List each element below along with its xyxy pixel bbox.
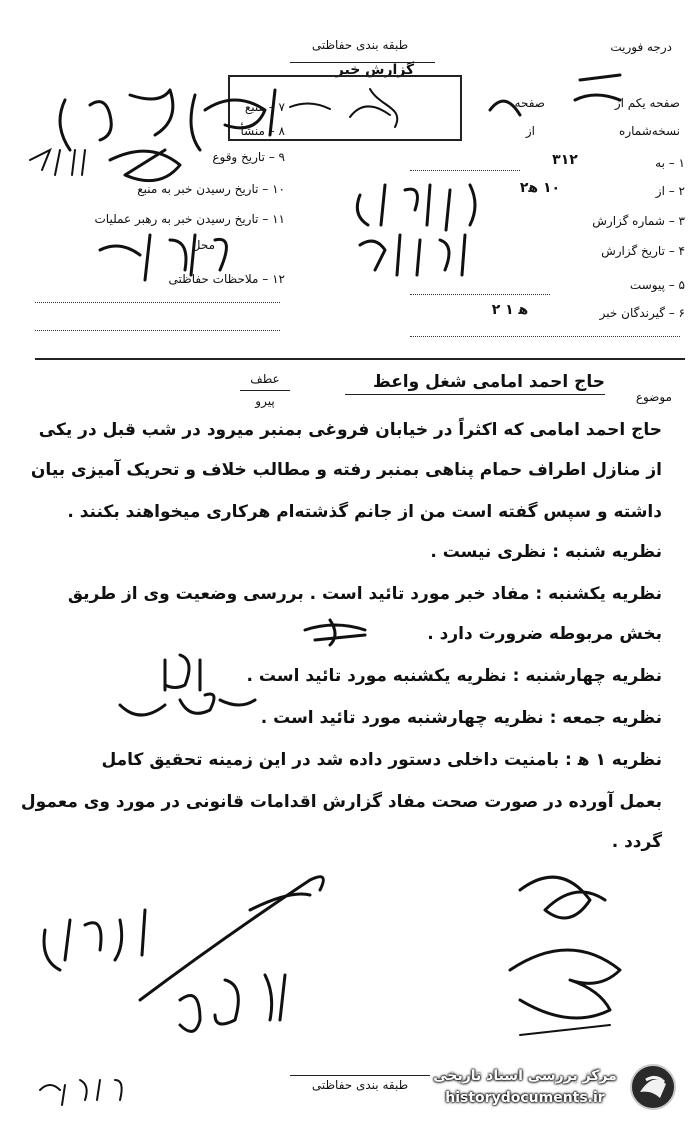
body-line: بعمل آورده در صورت صحت مفاد گزارش اقدامات قانونی در مورد وی معمول	[20, 792, 662, 812]
archive-logo-icon	[628, 1062, 678, 1112]
field-date-to-leader: ۱۱ – تاریخ رسیدن خبر به رهبر عملیات	[94, 212, 285, 226]
body-line: نظریه ۱ ه‍ : بامنیت داخلی دستور داده شد در این زمینه تحقیق کامل	[101, 750, 662, 770]
field-recipients-value: ه‍ ۱ ۲	[491, 302, 529, 318]
page-line: صفحه یکم از	[614, 96, 680, 110]
field-report-number: ۳ – شماره گزارش	[592, 214, 685, 228]
subject-label: موضوع	[635, 390, 672, 404]
body-line: حاج احمد امامی که اکثراً در خیابان فروغی بمنبر میرود در شب قبل در یکی	[38, 420, 662, 440]
field-attachment: ۵ – پیوست	[629, 278, 685, 292]
body-line: گردد .	[611, 832, 662, 852]
field-to-value: ۳۱۲	[552, 152, 578, 168]
bottom-classification: طبقه بندی حفاظتی	[311, 1078, 409, 1092]
field-date-to-source: ۱۰ – تاریخ رسیدن خبر به منبع	[137, 182, 285, 196]
field-occurrence-date: ۹ – تاریخ وقوع	[212, 150, 285, 164]
body-line: نظریه شنبه : نظری نیست .	[430, 542, 662, 562]
body-line: از منازل اطراف حمام پناهی بمنبر رفته و مطالب خلاف و تحریک آمیزی بیان	[30, 460, 662, 480]
field-to: ۱ – به	[655, 156, 685, 170]
priority-label: درجه فوریت	[610, 40, 672, 54]
field-place: محل	[191, 238, 215, 252]
subject-text: حاج احمد امامی شغل واعظ	[345, 372, 605, 395]
top-classification: طبقه بندی حفاظتی	[311, 38, 409, 52]
archive-logo-url: historydocuments.ir	[445, 1090, 605, 1106]
field-report-date: ۴ – تاریخ گزارش	[601, 244, 685, 258]
body-line: نظریه یکشنبه : مفاد خبر مورد تائید است . بررسی وضعیت وی از طریق	[67, 584, 662, 604]
ref-divider	[240, 390, 290, 391]
body-line: بخش مربوطه ضرورت دارد .	[427, 624, 662, 644]
handwritten-annotations	[20, 70, 700, 370]
body-line: نظریه چهارشنبه : نظریه یکشنبه مورد تائید است .	[246, 666, 662, 686]
body-line: داشته و سپس گفته است من از جانم گذشته‌ام هرکاری میخواهند بکنند .	[67, 502, 662, 522]
copy-from-label: از	[525, 124, 535, 138]
ref-b-label: پیرو	[255, 394, 275, 408]
body-line: نظریه جمعه : نظریه چهارشنبه مورد تائید است .	[260, 708, 662, 728]
section-divider	[35, 358, 685, 360]
field-origin: ۸ – منشأ	[240, 124, 285, 138]
handwritten-initials	[80, 600, 420, 740]
footer-rule	[290, 1075, 430, 1076]
report-title: گزارش خبر	[335, 62, 415, 78]
copy-number-label: نسخه‌شماره	[619, 124, 680, 138]
field-security-notes: ۱۲ – ملاحظات حفاظتی	[168, 272, 285, 286]
field-source: ۷ – منبع	[244, 100, 285, 114]
field-from: ۲ – از	[655, 184, 685, 198]
field-recipients: ۶ – گیرندگان خبر	[599, 306, 685, 320]
archive-logo-name: مرکز بررسی اسناد تاریخی	[433, 1068, 617, 1084]
ref-a-label: عطف	[250, 372, 280, 386]
page-word: صفحه	[514, 96, 545, 110]
field-from-value: ۱۰ ه‍۲	[519, 180, 561, 196]
